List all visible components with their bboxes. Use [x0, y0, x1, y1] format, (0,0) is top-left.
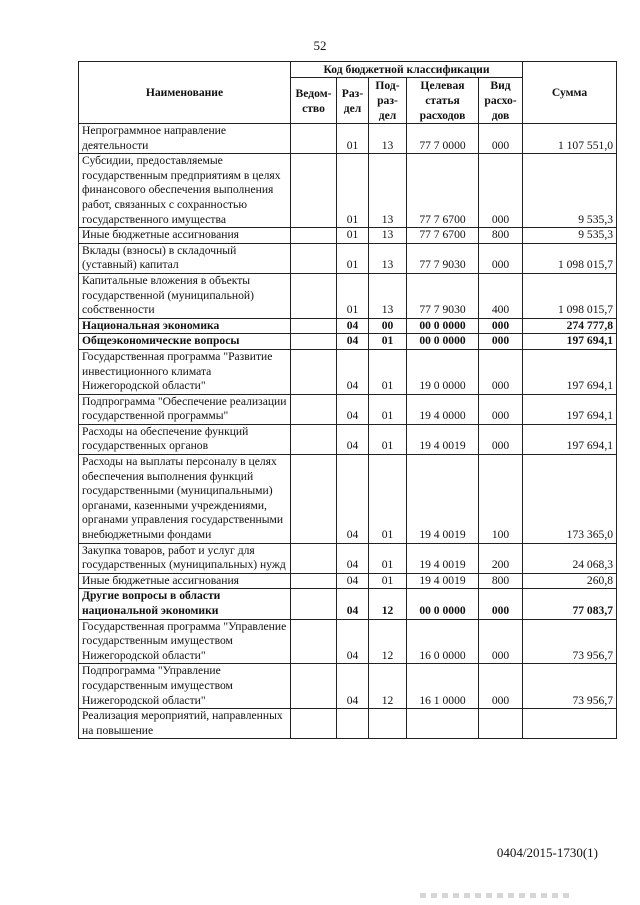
vid-cell: 000 [479, 318, 523, 334]
tselevaya-cell [407, 709, 479, 739]
vedomstvo-cell [291, 664, 337, 709]
header-tselevaya-statya: Целевая статья расходов [407, 78, 479, 124]
summa-cell: 1 098 015,7 [523, 273, 617, 318]
table-row [79, 455, 617, 544]
razdel-cell: 04 [337, 349, 369, 394]
tselevaya-cell: 00 0 0000 [407, 334, 479, 350]
summa-cell: 9 535,3 [523, 228, 617, 244]
vid-cell: 100 [479, 455, 523, 544]
vedomstvo-cell [291, 619, 337, 664]
podrazdel-cell: 01 [369, 349, 407, 394]
table-row [79, 619, 617, 664]
summa-cell: 197 694,1 [523, 394, 617, 424]
vedomstvo-cell [291, 154, 337, 228]
row-name-cell: Вклады (взносы) в складочный (уставный) капитал [79, 243, 291, 273]
summa-cell: 173 365,0 [523, 455, 617, 544]
tselevaya-cell: 19 4 0019 [407, 543, 479, 573]
vedomstvo-cell [291, 424, 337, 454]
table-row [79, 124, 617, 154]
summa-cell [523, 709, 617, 739]
table-row [79, 424, 617, 454]
table-row [79, 334, 617, 350]
table-row [79, 589, 617, 619]
row-name-cell: Реализация мероприятий, направленных на повышение [79, 709, 291, 739]
razdel-cell: 04 [337, 424, 369, 454]
razdel-cell: 01 [337, 124, 369, 154]
vid-cell: 000 [479, 424, 523, 454]
tselevaya-cell: 77 7 0000 [407, 124, 479, 154]
razdel-cell: 04 [337, 543, 369, 573]
table-row [79, 273, 617, 318]
tselevaya-cell: 00 0 0000 [407, 318, 479, 334]
vid-cell: 000 [479, 124, 523, 154]
razdel-cell: 04 [337, 334, 369, 350]
vid-cell: 000 [479, 619, 523, 664]
vid-cell: 000 [479, 349, 523, 394]
vid-cell: 000 [479, 154, 523, 228]
razdel-cell: 04 [337, 573, 369, 589]
vedomstvo-cell [291, 589, 337, 619]
page-number: 52 [313, 38, 327, 53]
row-name-cell: Субсидии, предоставляемые государственным предприятиям в целях финансового обеспечения выполнения работ, связанных с сохранностью государственного имущества [79, 154, 291, 228]
budget-table [78, 61, 617, 739]
vid-cell: 000 [479, 243, 523, 273]
table-row [79, 349, 617, 394]
row-name-cell: Непрограммное направление деятельности [79, 124, 291, 154]
table-row [79, 664, 617, 709]
summa-cell: 77 083,7 [523, 589, 617, 619]
header-name: Наименование [79, 62, 291, 124]
vedomstvo-cell [291, 394, 337, 424]
podrazdel-cell [369, 709, 407, 739]
podrazdel-cell: 13 [369, 124, 407, 154]
table-row [79, 394, 617, 424]
row-name-cell: Общеэкономические вопросы [79, 334, 291, 350]
header-podrazdel: Под-раз-дел [369, 78, 407, 124]
tselevaya-cell: 77 7 9030 [407, 243, 479, 273]
table-body [79, 124, 617, 739]
vedomstvo-cell [291, 334, 337, 350]
summa-cell: 73 956,7 [523, 664, 617, 709]
summa-cell: 260,8 [523, 573, 617, 589]
row-name-cell: Закупка товаров, работ и услуг для государственных (муниципальных) нужд [79, 543, 291, 573]
podrazdel-cell: 01 [369, 334, 407, 350]
tselevaya-cell: 16 1 0000 [407, 664, 479, 709]
razdel-cell: 04 [337, 394, 369, 424]
tselevaya-cell: 00 0 0000 [407, 589, 479, 619]
vid-cell: 000 [479, 394, 523, 424]
vid-cell: 000 [479, 664, 523, 709]
table-row [79, 154, 617, 228]
tselevaya-cell: 19 0 0000 [407, 349, 479, 394]
header-vid-raskhodov: Вид расхо-дов [479, 78, 523, 124]
row-name-cell: Государственная программа "Управление государственным имуществом Нижегородской области" [79, 619, 291, 664]
header-vedomstvo: Ведом-ство [291, 78, 337, 124]
header-razdel: Раз-дел [337, 78, 369, 124]
podrazdel-cell: 13 [369, 273, 407, 318]
header-summa: Сумма [523, 62, 617, 124]
vedomstvo-cell [291, 243, 337, 273]
row-name-cell: Иные бюджетные ассигнования [79, 228, 291, 244]
summa-cell: 73 956,7 [523, 619, 617, 664]
podrazdel-cell: 12 [369, 664, 407, 709]
row-name-cell: Подпрограмма "Обеспечение реализации государственной программы" [79, 394, 291, 424]
tselevaya-cell: 77 7 6700 [407, 228, 479, 244]
row-name-cell: Расходы на обеспечение функций государственных органов [79, 424, 291, 454]
podrazdel-cell: 01 [369, 424, 407, 454]
vedomstvo-cell [291, 318, 337, 334]
row-name-cell: Капитальные вложения в объекты государственной (муниципальной) собственности [79, 273, 291, 318]
summa-cell: 9 535,3 [523, 154, 617, 228]
table-row [79, 543, 617, 573]
razdel-cell: 04 [337, 619, 369, 664]
summa-cell: 197 694,1 [523, 334, 617, 350]
podrazdel-cell: 00 [369, 318, 407, 334]
vid-cell: 400 [479, 273, 523, 318]
table-row [79, 228, 617, 244]
vedomstvo-cell [291, 228, 337, 244]
row-name-cell: Иные бюджетные ассигнования [79, 573, 291, 589]
vid-cell: 000 [479, 589, 523, 619]
row-name-cell: Национальная экономика [79, 318, 291, 334]
vid-cell: 800 [479, 228, 523, 244]
razdel-cell: 04 [337, 664, 369, 709]
razdel-cell: 01 [337, 228, 369, 244]
podrazdel-cell: 12 [369, 589, 407, 619]
vedomstvo-cell [291, 543, 337, 573]
tselevaya-cell: 19 4 0019 [407, 573, 479, 589]
row-name-cell: Расходы на выплаты персоналу в целях обеспечения выполнения функций государственными (муниципальными) органами, казенными учреждениями, органами управления государственными внебюджетными фондами [79, 455, 291, 544]
tselevaya-cell: 77 7 9030 [407, 273, 479, 318]
document-code: 0404/2015-1730(1) [496, 845, 598, 860]
vedomstvo-cell [291, 273, 337, 318]
podrazdel-cell: 01 [369, 573, 407, 589]
summa-cell: 1 107 551,0 [523, 124, 617, 154]
summa-cell: 197 694,1 [523, 424, 617, 454]
tselevaya-cell: 19 4 0019 [407, 455, 479, 544]
razdel-cell: 01 [337, 243, 369, 273]
row-name-cell: Подпрограмма "Управление государственным имуществом Нижегородской области" [79, 664, 291, 709]
podrazdel-cell: 13 [369, 154, 407, 228]
vedomstvo-cell [291, 124, 337, 154]
table-row [79, 709, 617, 739]
table-row [79, 573, 617, 589]
tselevaya-cell: 19 4 0000 [407, 394, 479, 424]
tselevaya-cell: 19 4 0019 [407, 424, 479, 454]
summa-cell: 274 777,8 [523, 318, 617, 334]
row-name-cell: Другие вопросы в области национальной экономики [79, 589, 291, 619]
podrazdel-cell: 01 [369, 543, 407, 573]
vid-cell: 000 [479, 334, 523, 350]
podrazdel-cell: 13 [369, 243, 407, 273]
vedomstvo-cell [291, 709, 337, 739]
razdel-cell [337, 709, 369, 739]
row-name-cell: Государственная программа "Развитие инвестиционного климата Нижегородской области" [79, 349, 291, 394]
podrazdel-cell: 12 [369, 619, 407, 664]
razdel-cell: 04 [337, 455, 369, 544]
vid-cell [479, 709, 523, 739]
summa-cell: 24 068,3 [523, 543, 617, 573]
razdel-cell: 01 [337, 273, 369, 318]
scan-artifact [420, 893, 570, 898]
razdel-cell: 04 [337, 318, 369, 334]
tselevaya-cell: 16 0 0000 [407, 619, 479, 664]
vedomstvo-cell [291, 455, 337, 544]
tselevaya-cell: 77 7 6700 [407, 154, 479, 228]
vedomstvo-cell [291, 349, 337, 394]
vedomstvo-cell [291, 573, 337, 589]
table-row [79, 318, 617, 334]
summa-cell: 1 098 015,7 [523, 243, 617, 273]
vid-cell: 200 [479, 543, 523, 573]
razdel-cell: 04 [337, 589, 369, 619]
podrazdel-cell: 01 [369, 455, 407, 544]
table-row [79, 243, 617, 273]
summa-cell: 197 694,1 [523, 349, 617, 394]
header-classification-group: Код бюджетной классификации [291, 62, 523, 78]
podrazdel-cell: 01 [369, 394, 407, 424]
podrazdel-cell: 13 [369, 228, 407, 244]
razdel-cell: 01 [337, 154, 369, 228]
vid-cell: 800 [479, 573, 523, 589]
